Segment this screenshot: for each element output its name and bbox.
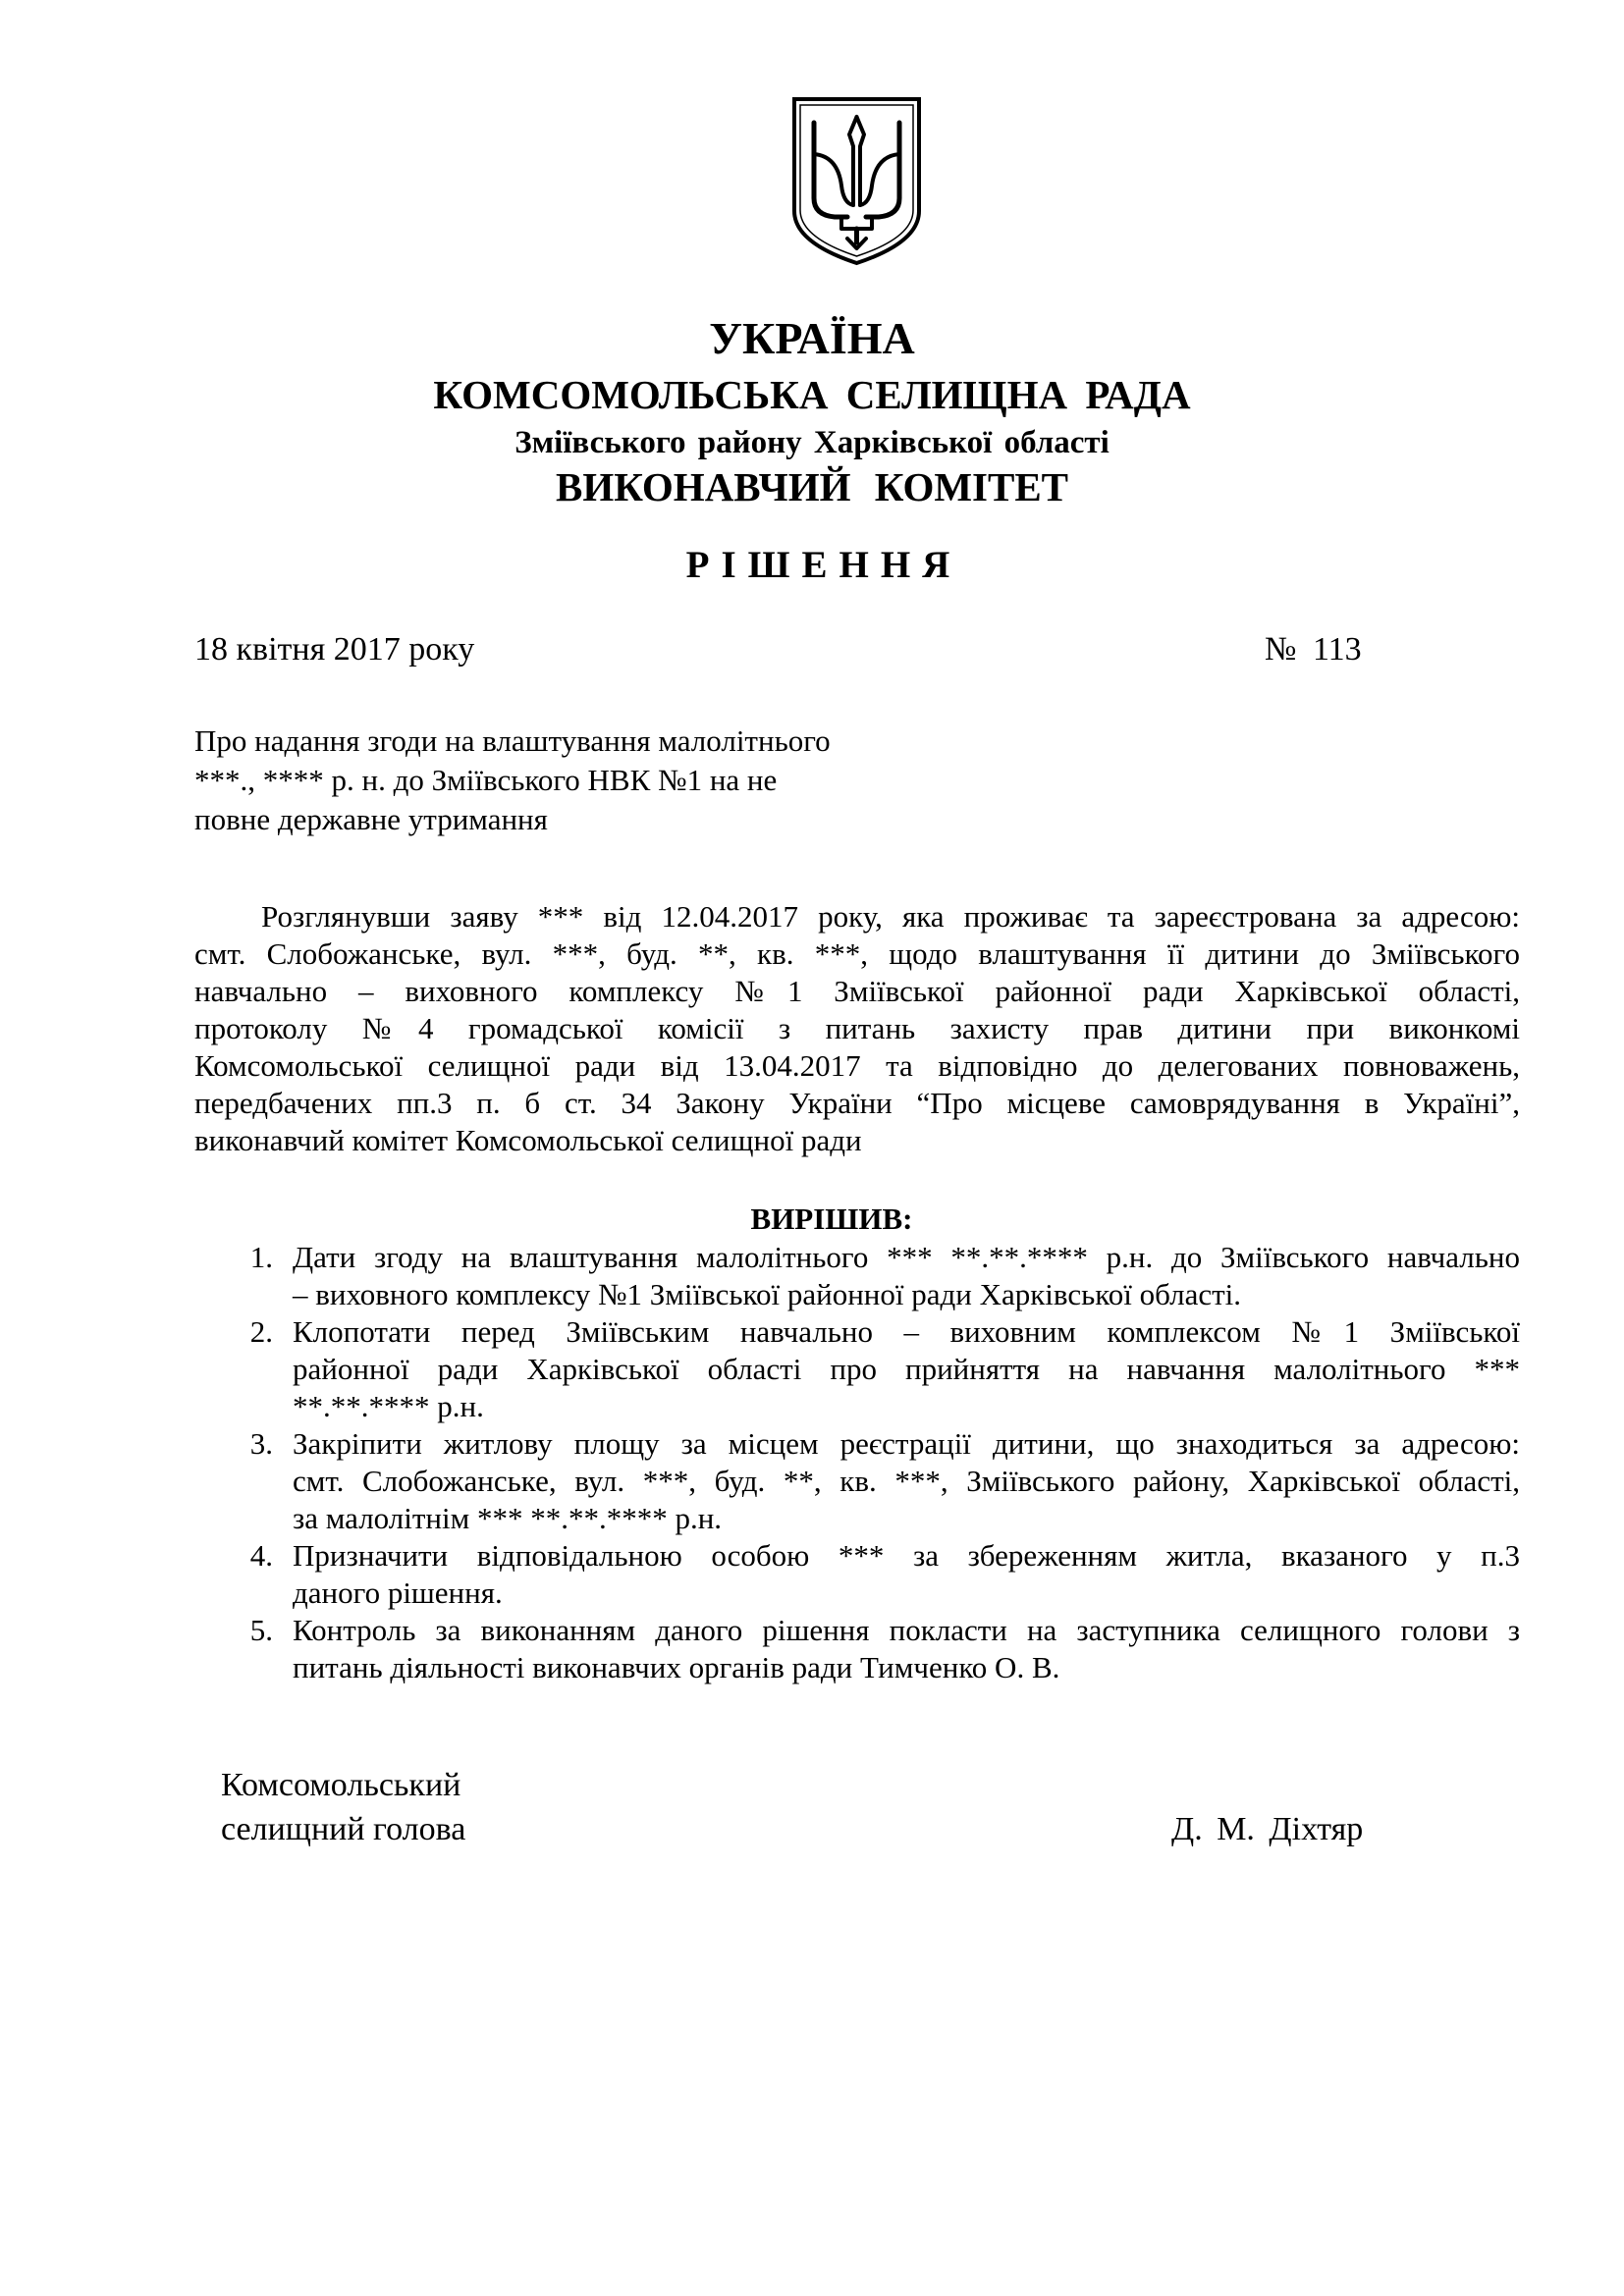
subject-line: ***., **** р. н. до Зміївського НВК №1 на не: [194, 763, 778, 797]
subject-line: Про надання згоди на влаштування малолітнього: [194, 723, 831, 758]
item-number: 1.: [249, 1240, 273, 1274]
item-line: за малолітнім *** **.**.**** р.н.: [293, 1501, 723, 1535]
resolution-item: [234, 1537, 1520, 1612]
coat-of-arms-of-ukraine-icon: [790, 95, 923, 267]
item-line: **.**.**** р.н.: [293, 1389, 484, 1423]
item-line: даного рішення.: [293, 1575, 503, 1610]
signatory-name: Д. М. Діхтяр: [1171, 1811, 1364, 1847]
preamble-line: передбачених пп.3 п. б ст. 34 Закону України “Про місцеве самоврядування в Україні”,: [194, 1086, 1520, 1120]
preamble-line: Розглянувши заяву *** від 12.04.2017 року, яка проживає та зареєстрована за адресою:: [261, 899, 1520, 934]
item-line: питань діяльності виконавчих органів ради Тимченко О. В.: [293, 1650, 1060, 1684]
item-line: Дати згоду на влаштування малолітнього *** **.**.**** р.н. до Зміївського навчально: [293, 1240, 1520, 1274]
item-number: 4.: [249, 1538, 273, 1573]
item-line: – виховного комплексу №1 Зміївської районної ради Харківської області.: [293, 1277, 1242, 1311]
council-heading: КОМСОМОЛЬСЬКА СЕЛИЩНА РАДА: [433, 372, 1191, 417]
item-line: Закріпити житлову площу за місцем реєстрації дитини, що знаходиться за адресою:: [293, 1426, 1520, 1461]
item-line: смт. Слобожанське, вул. ***, буд. **, кв. ***, Зміївського району, Харківської області,: [293, 1464, 1520, 1498]
committee-heading: ВИКОНАВЧИЙ КОМІТЕТ: [555, 464, 1069, 509]
resolution-item: [234, 1239, 1520, 1313]
signatory-title-line: Комсомольський: [221, 1767, 461, 1803]
item-number: 5.: [249, 1613, 273, 1647]
resolution-item: [234, 1425, 1520, 1537]
item-line: Призначити відповідальною особою *** за збереженням житла, вказаного у п.3: [293, 1538, 1520, 1573]
signatory-title-line: селищний голова: [221, 1811, 466, 1847]
decision-date: 18 квітня 2017 року: [194, 631, 475, 667]
preamble-line: навчально – виховного комплексу №1 Зміївської районної ради Харківської області,: [194, 974, 1520, 1008]
resolution-item: [234, 1612, 1520, 1686]
resolution-items: [234, 1239, 1520, 1686]
preamble-line: виконавчий комітет Комсомольської селищної ради: [194, 1123, 862, 1157]
item-line: Контроль за виконанням даного рішення покласти на заступника селищного голови з: [293, 1613, 1520, 1647]
item-line: Клопотати перед Зміївським навчально – виховним комплексом №1 Зміївської: [293, 1314, 1520, 1349]
item-line: районної ради Харківської області про прийняття на навчання малолітнього ***: [293, 1352, 1520, 1386]
decision-heading: РІШЕННЯ: [685, 544, 962, 586]
signatory-title: [221, 1763, 465, 1851]
resolution-item: [234, 1313, 1520, 1425]
resolved-heading: ВИРІШИВ:: [750, 1201, 913, 1236]
preamble-line: смт. Слобожанське, вул. ***, буд. **, кв. ***, щодо влаштування її дитини до Зміївського: [194, 936, 1520, 971]
preamble-line: Комсомольської селищної ради від 13.04.2017 та відповідно до делегованих повноважень,: [194, 1048, 1520, 1083]
district-heading: Зміївського району Харківської області: [514, 425, 1110, 460]
preamble-line: протоколу №4 громадської комісії з питань захисту прав дитини при виконкомі: [194, 1011, 1520, 1045]
decision-number: № 113: [1265, 631, 1362, 667]
preamble-paragraph: [194, 898, 1520, 1159]
item-number: 2.: [249, 1314, 273, 1349]
country-heading: УКРАЇНА: [709, 313, 915, 363]
item-number: 3.: [249, 1426, 273, 1461]
subject-line: повне державне утримання: [194, 802, 548, 836]
decision-subject: [194, 721, 831, 839]
